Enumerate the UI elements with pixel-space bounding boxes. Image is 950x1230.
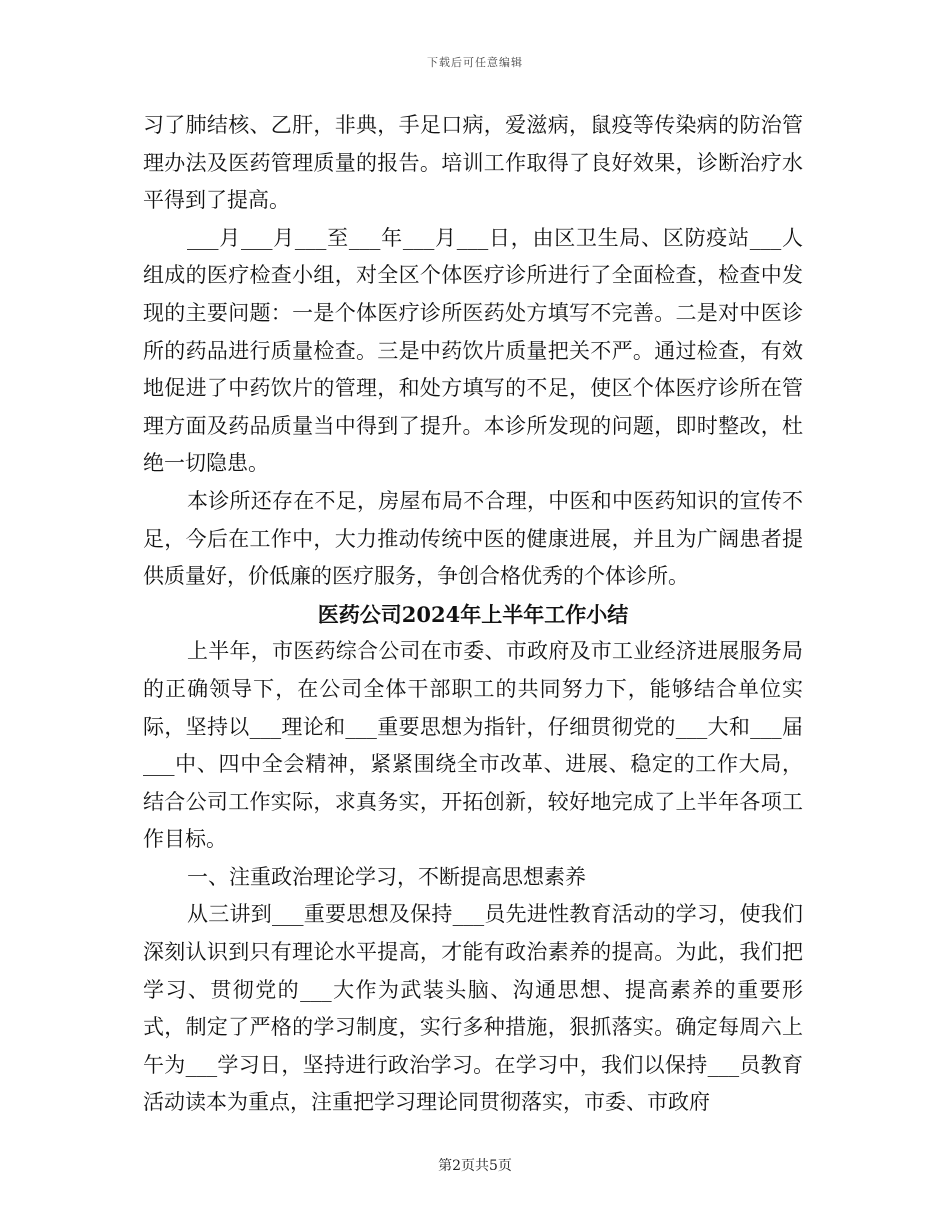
paragraph-inspection: ___月___月___至___年___月___日，由区卫生局、区防疫站___人组成的医疗检查小组，对全区个体医疗诊所进行了全面检查，检查中发现的主要问题：一是个体医疗诊所医药处方填写不完善。二是对中医诊所的药品进行质量检查。三是中药饮片质量把关不严。通过检查，有效地促进了中药饮片的管理，和处方填写的不足，使区个体医疗诊所在管理方面及药品质量当中得到了提升。本诊所发现的问题，即时整改，杜绝一切隐患。 <box>143 225 803 476</box>
paragraph-continued: 习了肺结核、乙肝，非典，手足口病，爱滋病，鼠疫等传染病的防治管理办法及医药管理质量的报告。培训工作取得了良好效果，诊断治疗水平得到了提高。 <box>143 113 803 213</box>
header-note: 下载后可任意编辑 <box>427 56 523 69</box>
document-body <box>143 107 803 1122</box>
paragraph-shortcomings: 本诊所还存在不足，房屋布局不合理，中医和中医药知识的宣传不足，今后在工作中，大力推动传统中医的健康进展，并且为广阔患者提供质量好，价低廉的医疗服务，争创合格优秀的个体诊所。 <box>143 488 803 589</box>
paragraph-study-details: 从三讲到___重要思想及保持___员先进性教育活动的学习，使我们深刻认识到只有理论水平提高，才能有政治素养的提高。为此，我们把学习、贯彻党的___大作为武装头脑、沟通思想、提高素养的重要形式，制定了严格的学习制度，实行多种措施，狠抓落实。确定每周六上午为___学习日，坚持进行政治学习。在学习中，我们以保持___员教育活动读本为重点，注重把学习理论同贯彻落实，市委、市政府 <box>143 902 803 1115</box>
section-title: 医药公司2024年上半年工作小结 <box>317 601 629 627</box>
subheading-political-study: 一、注重政治理论学习，不断提高思想素养 <box>187 864 586 889</box>
paragraph-summary-intro: 上半年，市医药综合公司在市委、市政府及市工业经济进展服务局的正确领导下，在公司全体干部职工的共同努力下，能够结合单位实际，坚持以___理论和___重要思想为指针，仔细贯彻党的___大和___届___中、四中全会精神，紧紧围绕全市改革、进展、稳定的工作大局，结合公司工作实际，求真务实，开拓创新，较好地完成了上半年各项工作目标。 <box>143 639 803 852</box>
page-footer: 第2页共5页 <box>438 1158 512 1174</box>
